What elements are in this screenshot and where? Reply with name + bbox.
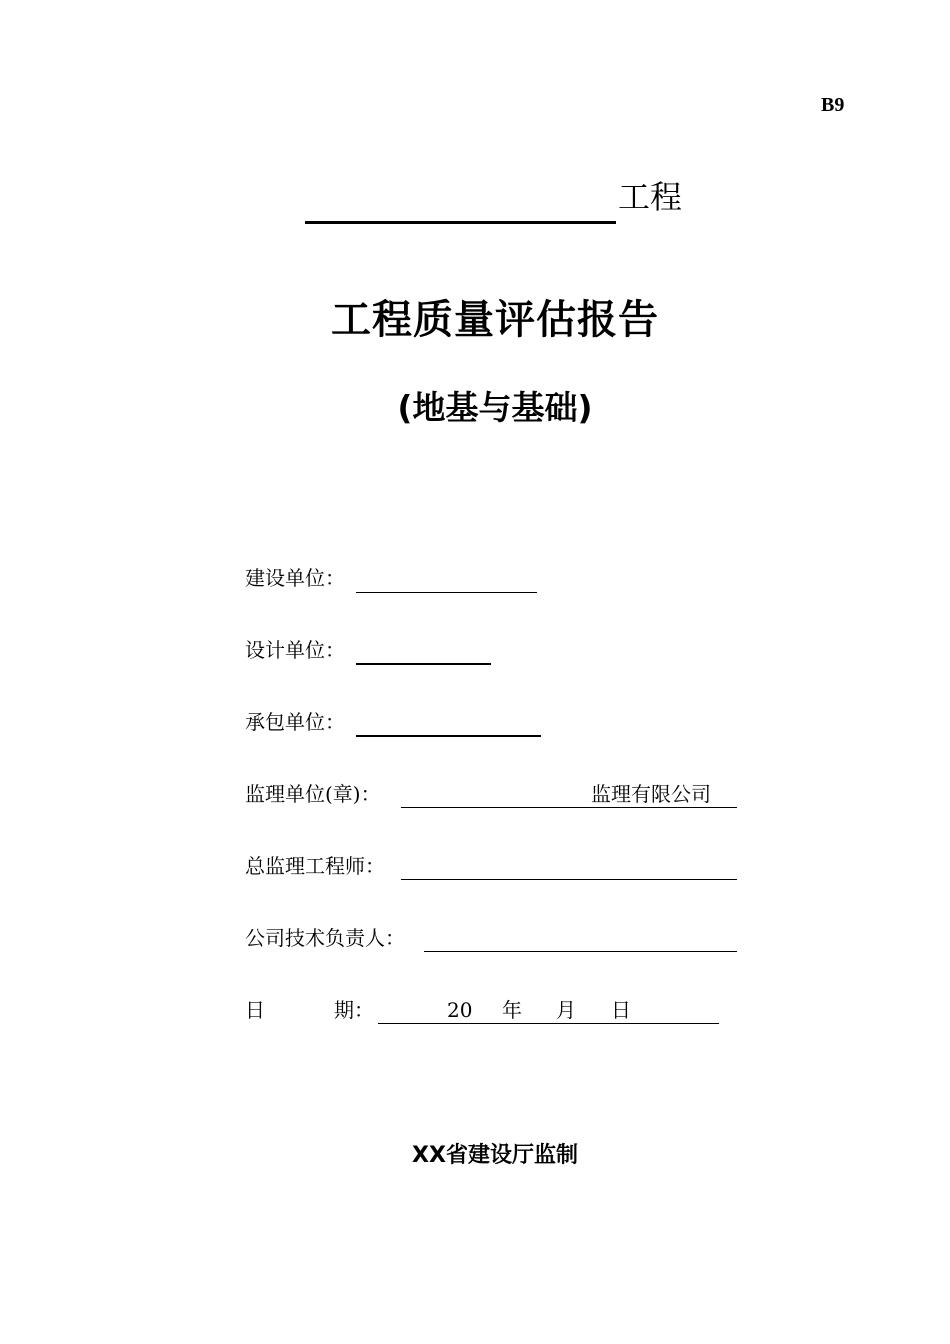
date-label-day: 日 [245,998,265,1022]
contractor-unit-label: 承包单位： [245,710,345,734]
construction-unit-line[interactable] [356,592,537,593]
date-line[interactable] [378,1023,719,1024]
date-year: 年 [502,998,522,1022]
tech-lead-line[interactable] [424,951,737,952]
supervision-unit-line[interactable] [401,807,737,808]
supervision-unit-label: 监理单位(章)： [245,782,381,806]
tech-lead-label: 公司技术负责人： [245,926,405,950]
chief-engineer-line[interactable] [401,879,737,880]
contractor-unit-line[interactable] [356,735,541,737]
project-suffix: 工程 [618,178,683,216]
date-label-period: 期： [334,998,374,1022]
design-unit-label: 设计单位： [245,638,345,662]
page-title: 工程质量评估报告 [331,297,659,343]
page-subtitle: (地基与基础) [397,388,593,427]
design-unit-line[interactable] [356,663,491,665]
issuer-footer: XX省建设厅监制 [412,1143,578,1168]
project-name-line [305,221,616,224]
supervision-unit-value: 监理有限公司 [591,782,711,806]
date-month: 月 [556,998,576,1022]
construction-unit-label: 建设单位： [245,566,345,590]
date-year-prefix: 20 [447,998,473,1022]
date-day: 日 [611,998,631,1022]
chief-engineer-label: 总监理工程师： [245,854,385,878]
form-code: B9 [821,94,845,116]
